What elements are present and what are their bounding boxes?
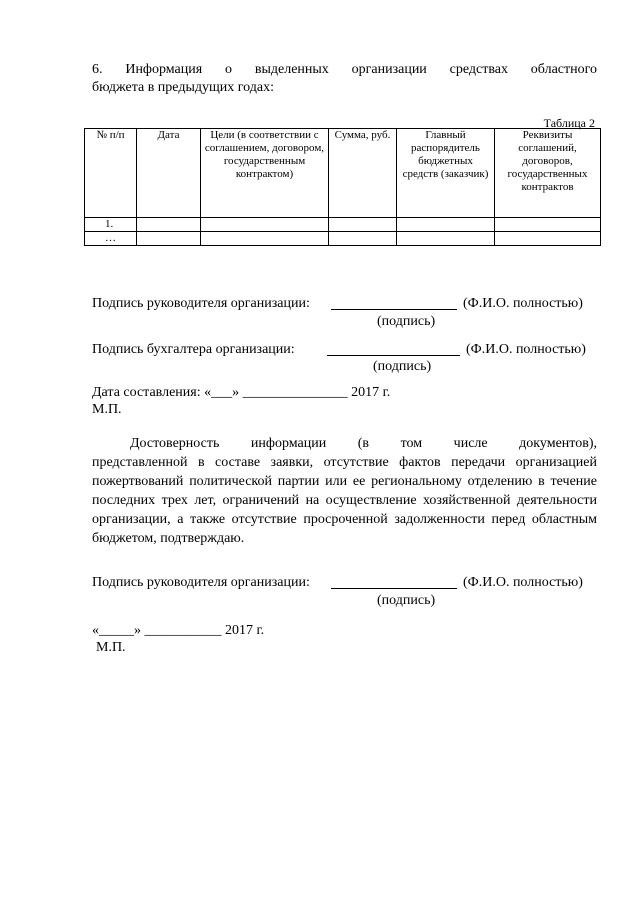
- stamp-placeholder: М.П.: [92, 402, 122, 417]
- table-cell: [137, 232, 201, 246]
- table-row: [85, 232, 601, 246]
- final-fio-note: (Ф.И.О. полностью): [463, 575, 583, 590]
- table-cell: [495, 218, 601, 232]
- section-heading-line-2: бюджета в предыдущих годах:: [92, 80, 274, 95]
- accountant-signature-note: (подпись): [373, 359, 432, 374]
- table-cell: [329, 232, 397, 246]
- accountant-signature-label: Подпись бухгалтера организации:: [92, 342, 295, 357]
- table-cell: [137, 218, 201, 232]
- table-cell: [397, 218, 495, 232]
- header-amount: Сумма, руб.: [329, 129, 397, 218]
- final-date-line: «_____» ___________ 2017 г.: [92, 623, 265, 638]
- final-head-signature-label: Подпись руководителя организации:: [92, 575, 310, 590]
- attestation-paragraph: [92, 434, 597, 548]
- table-header-row: [85, 129, 601, 218]
- attestation-body: представленной в составе заявки, отсутствие фактов передачи организацией пожертвований политической партии или ее региональному отделению в течение последних трех лет, ограничений на осуществление хозяйственной деятельности организации, а также отсутствие просроченной задолженности перед областным бюджетом, подтверждаю.: [92, 455, 597, 546]
- table-cell: [397, 232, 495, 246]
- head-signature-label: Подпись руководителя организации:: [92, 296, 310, 311]
- final-signature-note: (подпись): [377, 593, 436, 608]
- section-heading: [92, 61, 597, 97]
- header-number: № п/п: [85, 129, 137, 218]
- attestation-first-line: Достоверность информации (в том числе документов),: [130, 436, 597, 451]
- header-date: Дата: [137, 129, 201, 218]
- head-signature-line: [331, 296, 457, 315]
- head-signature-note: (подпись): [377, 314, 436, 329]
- header-manager: Главный распорядитель бюджетных средств (заказчик): [397, 129, 495, 218]
- table-row: [85, 218, 601, 232]
- table-cell: [495, 232, 601, 246]
- table-cell: 1.: [85, 218, 137, 232]
- table-cell: …: [85, 232, 137, 246]
- final-head-signature-line: [331, 575, 457, 594]
- final-stamp-placeholder: М.П.: [96, 640, 126, 655]
- section-heading-line-1: 6. Информация о выделенных организации средствах областного: [92, 62, 597, 77]
- accountant-fio-note: (Ф.И.О. полностью): [466, 342, 586, 357]
- header-purpose: Цели (в соответствии с соглашением, договором, государственным контрактом): [201, 129, 329, 218]
- table-cell: [201, 218, 329, 232]
- table-caption: Таблица 2: [543, 116, 595, 130]
- header-details: Реквизиты соглашений, договоров, государственных контрактов: [495, 129, 601, 218]
- table-cell: [329, 218, 397, 232]
- funding-info-table: [84, 128, 601, 246]
- compilation-date: Дата составления: «___» _______________ 2017 г.: [92, 385, 391, 400]
- head-fio-note: (Ф.И.О. полностью): [463, 296, 583, 311]
- table-cell: [201, 232, 329, 246]
